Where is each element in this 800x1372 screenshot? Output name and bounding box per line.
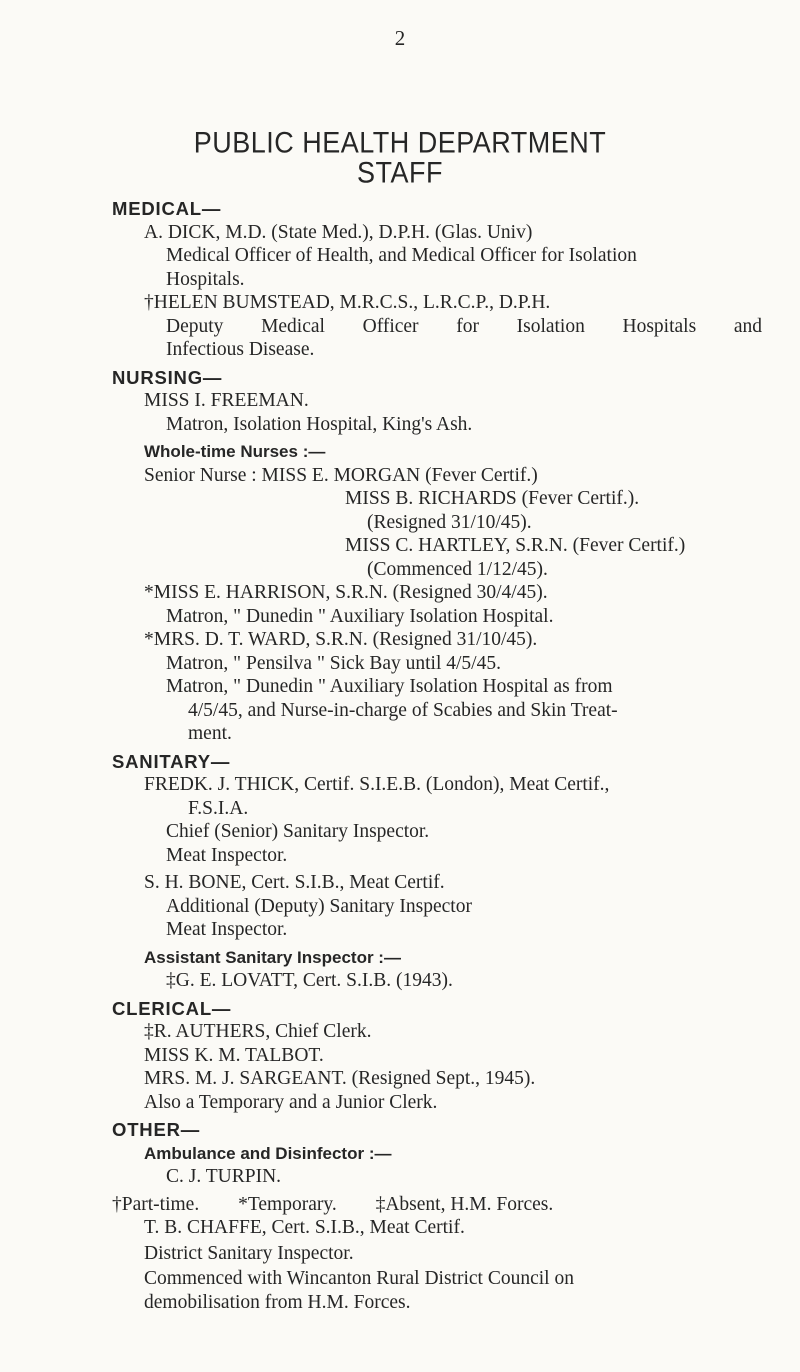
medical-line: Deputy Medical Officer for Isolation Hospitals and [166, 315, 762, 337]
sanitary-line: Meat Inspector. [166, 919, 288, 940]
section-heading-clerical: CLERICAL— [112, 997, 232, 1019]
nursing-line: Matron, Isolation Hospital, King's Ash. [166, 413, 473, 435]
senior-nurse-label: Senior Nurse : [144, 464, 262, 486]
sanitary-line: S. H. BONE, Cert. S.I.B., Meat Certif. [144, 872, 445, 893]
assistant-inspector-line: ‡G. E. LOVATT, Cert. S.I.B. (1943). [166, 970, 453, 991]
senior-nurse-row [144, 464, 762, 488]
sanitary-line: F.S.I.A. [188, 797, 249, 819]
nursing-temp-line: Matron, " Dunedin " Auxiliary Isolation Hospital as from [166, 676, 613, 697]
chaffe-line: demobilisation from H.M. Forces. [144, 1291, 411, 1313]
nursing-temp-line: Matron, " Dunedin " Auxiliary Isolation Hospital. [166, 605, 554, 627]
medical-line: †HELEN BUMSTEAD, M.R.C.S., L.R.C.P., D.P.H. [144, 292, 551, 313]
footnote-temporary: *Temporary. [238, 1193, 337, 1215]
sanitary-line: FREDK. J. THICK, Certif. S.I.E.B. (London), Meat Certif., [144, 774, 610, 795]
ambulance-line: C. J. TURPIN. [166, 1166, 282, 1187]
chaffe-line: District Sanitary Inspector. [144, 1242, 354, 1264]
footnote-legend [112, 1193, 762, 1217]
page-title-block [0, 128, 800, 188]
section-heading-medical: MEDICAL— [112, 198, 222, 219]
nursing-temp-line: 4/5/45, and Nurse-in-charge of Scabies and Skin Treat- [188, 699, 618, 721]
chaffe-line: Commenced with Wincanton Rural District Council on [144, 1268, 574, 1289]
footnote-part-time: †Part-time. [112, 1193, 200, 1215]
staff-list [112, 193, 762, 1314]
clerical-line: Also a Temporary and a Junior Clerk. [144, 1091, 438, 1113]
senior-nurse-line: (Commenced 1/12/45). [367, 558, 548, 580]
nursing-temp-line: *MRS. D. T. WARD, S.R.N. (Resigned 31/10/45). [144, 629, 538, 650]
clerical-line: ‡R. AUTHERS, Chief Clerk. [144, 1021, 372, 1042]
page-subtitle: STAFF [357, 156, 443, 190]
nursing-line: MISS I. FREEMAN. [144, 390, 309, 411]
senior-nurse-line: MISS C. HARTLEY, S.R.N. (Fever Certif.) [345, 535, 686, 556]
page-number: 2 [394, 26, 406, 50]
sanitary-line: Additional (Deputy) Sanitary Inspector [166, 895, 472, 917]
subheading-whole-time-nurses: Whole-time Nurses :— [144, 442, 326, 461]
nursing-temp-line: *MISS E. HARRISON, S.R.N. (Resigned 30/4/45). [144, 582, 548, 603]
subheading-assistant-sanitary-inspector: Assistant Sanitary Inspector :— [144, 947, 401, 967]
sanitary-line: Meat Inspector. [166, 844, 288, 866]
medical-line: Infectious Disease. [166, 339, 315, 360]
nursing-temp-line: Matron, " Pensilva " Sick Bay until 4/5/45. [166, 652, 501, 674]
footnote-absent: ‡Absent, H.M. Forces. [375, 1193, 554, 1215]
page-title: PUBLIC HEALTH DEPARTMENT [193, 126, 607, 160]
clerical-line: MISS K. M. TALBOT. [144, 1044, 324, 1066]
section-heading-sanitary: SANITARY— [112, 750, 231, 772]
section-heading-other: OTHER— [112, 1119, 201, 1140]
medical-line: Hospitals. [166, 268, 245, 290]
clerical-line: MRS. M. J. SARGEANT. (Resigned Sept., 1945). [144, 1068, 536, 1089]
medical-line: A. DICK, M.D. (State Med.), D.P.H. (Glas. Univ) [144, 221, 533, 243]
nursing-temp-line: ment. [188, 723, 232, 744]
sanitary-line: Chief (Senior) Sanitary Inspector. [166, 821, 430, 842]
section-heading-nursing: NURSING— [112, 366, 223, 388]
senior-nurse-line: MISS E. MORGAN (Fever Certif.) [261, 464, 538, 486]
medical-line: Medical Officer of Health, and Medical Officer for Isolation [166, 245, 637, 266]
subheading-ambulance-disinfector: Ambulance and Disinfector :— [144, 1143, 392, 1163]
senior-nurse-line: MISS B. RICHARDS (Fever Certif.). [345, 488, 640, 509]
chaffe-line: T. B. CHAFFE, Cert. S.I.B., Meat Certif. [144, 1217, 465, 1238]
senior-nurse-line: (Resigned 31/10/45). [367, 511, 532, 533]
